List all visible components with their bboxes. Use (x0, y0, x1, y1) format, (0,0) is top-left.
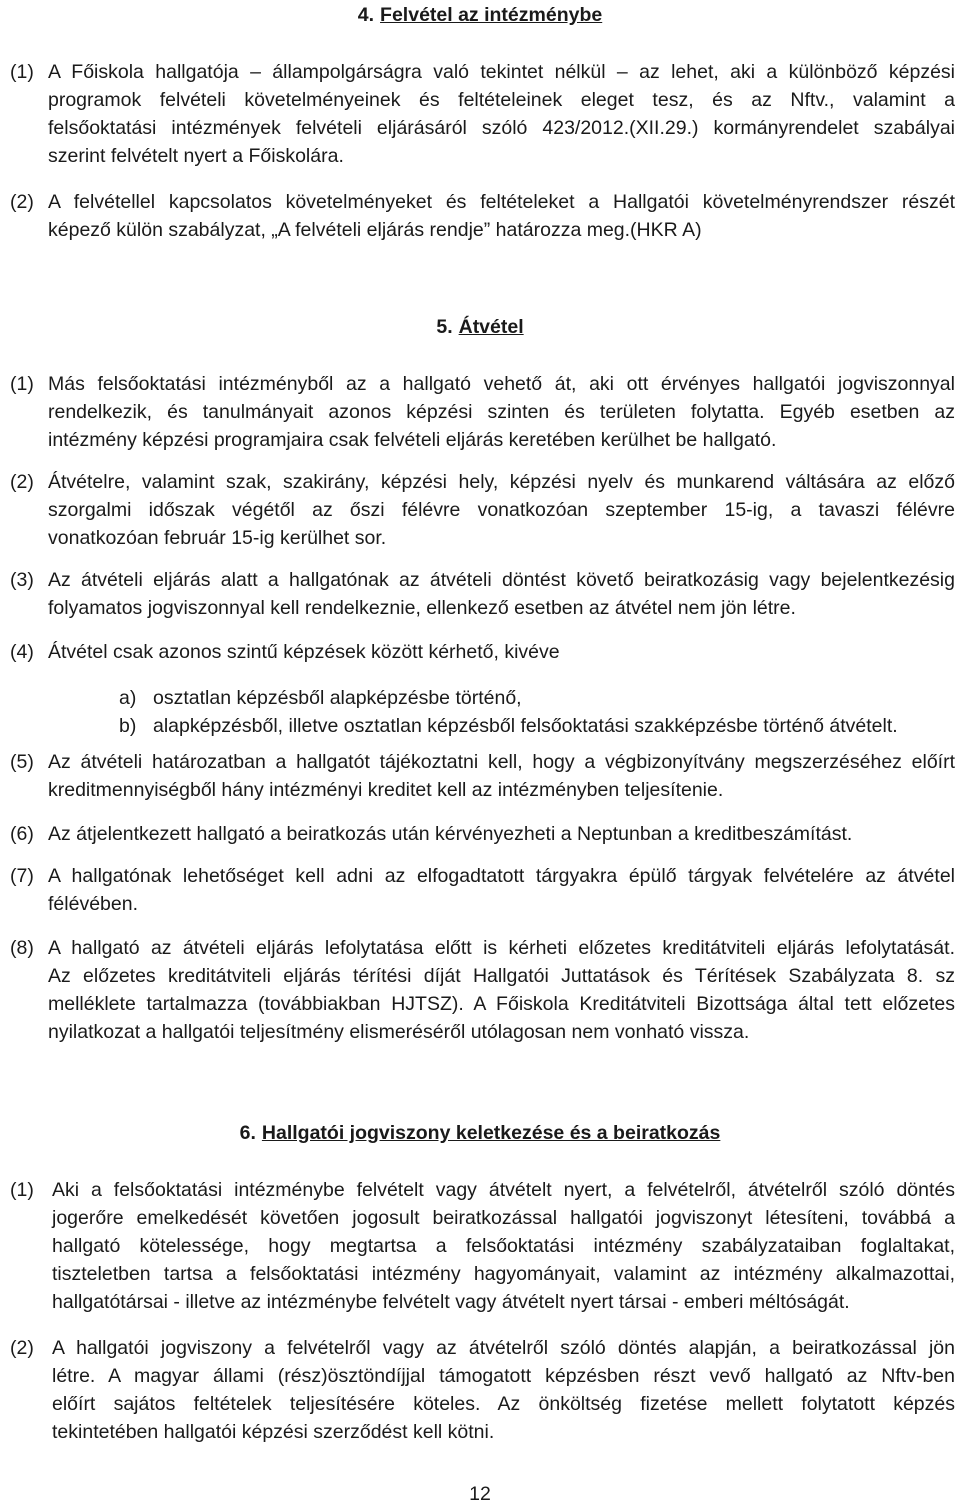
paragraph (10, 638, 955, 666)
section-heading (0, 2, 960, 28)
paragraph-body (52, 1176, 955, 1316)
paragraph-body (48, 566, 955, 622)
section-title: Felvétel az intézménybe (380, 4, 603, 26)
paragraph-number: (6) (10, 823, 34, 845)
paragraph-body (48, 638, 955, 666)
text-line: tiszteletben tartsa a felsőoktatási intézmény hagyományait, valamint az intézmény alkalmazottai, (52, 1263, 955, 1285)
text-line: melléklete tartalmazza (továbbiakban HJTSZ). A Főiskola Kreditátviteli Bizottsága által tett előzetes (48, 993, 955, 1015)
section-title: Átvétel (458, 316, 524, 338)
paragraph-body (48, 748, 955, 804)
paragraph-number: (7) (10, 865, 34, 887)
text-line: alapképzésből, illetve osztatlan képzésből felsőoktatási szakképzésbe történő átvételt. (153, 715, 898, 737)
text-line: Más felsőoktatási intézményből az a hallgató vehető át, aki ott érvényes hallgatói jogviszonnyal (48, 373, 955, 395)
section-heading (0, 1120, 960, 1146)
page-number: 12 (469, 1483, 491, 1505)
paragraph-number: (2) (10, 191, 34, 213)
list-item (119, 684, 955, 712)
paragraph-number: (1) (10, 373, 34, 395)
paragraph-body (52, 1334, 955, 1446)
text-line: hallgatótársai - illetve az intézménybe felvételt vagy átvételt nyert társai - emberi méltóságát. (52, 1291, 850, 1313)
paragraph-number: (2) (10, 471, 34, 493)
text-line: osztatlan képzésből alapképzésbe történő, (153, 687, 522, 709)
text-line: A hallgatónak lehetőséget kell adni az elfogadtatott tárgyakra épülő tárgyak felvételére az átvétel (48, 865, 955, 887)
text-line: felsőoktatási intézmények felvételi eljárásáról szóló 423/2012.(XII.29.) kormányrendelet szabályai (48, 117, 955, 139)
list-item-label: a) (119, 687, 137, 709)
text-line: A hallgatói jogviszony a felvételről vagy az átvételről szóló döntés alapján, a beiratkozással jön (52, 1337, 955, 1359)
paragraph (10, 1176, 955, 1316)
paragraph (10, 748, 955, 804)
paragraph-body (48, 188, 955, 244)
paragraph-number: (1) (10, 61, 34, 83)
text-line: félévében. (48, 893, 138, 915)
paragraph (10, 862, 955, 918)
text-line: előírt sajátos feltételek teljesítésére köteles. Az önköltség fizetése mellett folytatott képzés (52, 1393, 955, 1415)
text-line: Az átjelentkezett hallgató a beiratkozás után kérvényezheti a Neptunban a kreditbeszámítást. (48, 823, 853, 845)
paragraph (10, 370, 955, 454)
text-line: létre. A magyar állami (rész)ösztöndíjjal támogatott képzésben részt vevő hallgató az Nftv-ben (52, 1365, 955, 1387)
text-line: nyilatkozat a hallgatói teljesítmény elismeréséről utólagosan nem vonható vissza. (48, 1021, 750, 1043)
paragraph-body (48, 468, 955, 552)
text-line: A hallgató az átvételi eljárás lefolytatása előtt is kérheti előzetes kreditátviteli eljárás lefolytatását. (48, 937, 955, 959)
paragraph-number: (3) (10, 569, 34, 591)
paragraph-number: (2) (10, 1337, 34, 1359)
paragraph (10, 820, 955, 848)
section-number: 6. (239, 1122, 256, 1144)
text-line: Átvételre, valamint szak, szakirány, képzési hely, képzési nyelv és munkarend váltására az előző (48, 471, 955, 493)
paragraph-body (48, 934, 955, 1046)
paragraph-body (48, 862, 955, 918)
paragraph-body (48, 370, 955, 454)
text-line: programok felvételi követelményeinek és feltételeinek eleget tesz, és az Nftv., valamint a (48, 89, 955, 111)
section-heading (0, 314, 960, 340)
paragraph-number: (5) (10, 751, 34, 773)
text-line: szorgalmi időszak végétől az őszi félévre vonatkozóan szeptember 15-ig, a tavaszi félévre (48, 499, 955, 521)
list-item-text (153, 684, 955, 712)
text-line: vonatkozóan február 15-ig kerülhet sor. (48, 527, 387, 549)
text-line: Átvétel csak azonos szintű képzések között kérhető, kivéve (48, 641, 560, 663)
paragraph (10, 188, 955, 244)
paragraph-body (48, 820, 955, 848)
text-line: hallgató kötelessége, hogy megtartsa a felsőoktatási intézmény szabályzataiban foglaltakat, (52, 1235, 955, 1257)
text-line: intézmény képzési programjaira csak felvételi eljárás keretében kerülhet be hallgató. (48, 429, 777, 451)
paragraph-number: (1) (10, 1179, 34, 1201)
paragraph-number: (8) (10, 937, 34, 959)
text-line: Az előzetes kreditátviteli eljárás térítési díját Hallgatói Juttatások és Térítések Szabályzata 8. sz (48, 965, 955, 987)
text-line: folyamatos jogviszonnyal kell rendelkeznie, ellenkező esetben az átvétel nem jön létre. (48, 597, 796, 619)
text-line: Az átvételi határozatban a hallgatót tájékoztatni kell, hogy a végbizonyítvány megszerzéséhez előírt (48, 751, 955, 773)
text-line: képező külön szabályzat, „A felvételi eljárás rendje” határozza meg.(HKR A) (48, 219, 702, 241)
text-line: Aki a felsőoktatási intézménybe felvételt vagy átvételt nyert, a felvételről, átvételről szóló döntés (52, 1179, 955, 1201)
paragraph-body (48, 58, 955, 170)
paragraph (10, 1334, 955, 1446)
section-title: Hallgatói jogviszony keletkezése és a beiratkozás (261, 1122, 721, 1144)
list-item (119, 712, 955, 740)
paragraph-number: (4) (10, 641, 34, 663)
paragraph (10, 934, 955, 1046)
text-line: A Főiskola hallgatója – állampolgárságra való tekintet nélkül – az lehet, aki a különböző képzési (48, 61, 955, 83)
paragraph (10, 468, 955, 552)
text-line: tekintetében hallgatói képzési szerződést kell kötni. (52, 1421, 495, 1443)
text-line: A felvétellel kapcsolatos követelményeket és feltételeket a Hallgatói követelményrendszer részét (48, 191, 955, 213)
text-line: kreditmennyiségből hány intézményi kreditet kell az intézményben teljesítenie. (48, 779, 724, 801)
list-item-text (153, 712, 955, 740)
paragraph (10, 58, 955, 170)
paragraph (10, 566, 955, 622)
list-item-label: b) (119, 715, 137, 737)
section-number: 4. (357, 4, 375, 26)
text-line: jogerőre emelkedését követően jogosult beiratkozással hallgatói jogviszonyt létesíteni, továbbá a (52, 1207, 955, 1229)
text-line: szerint felvételt nyert a Főiskolára. (48, 145, 344, 167)
text-line: Az átvételi eljárás alatt a hallgatónak az átvételi döntést követő beiratkozásig vagy bejelentkezésig (48, 569, 955, 591)
section-number: 5. (436, 316, 453, 338)
text-line: rendelkezik, és tanulmányait azonos képzési szinten és területen folytatta. Egyéb esetben az (48, 401, 955, 423)
